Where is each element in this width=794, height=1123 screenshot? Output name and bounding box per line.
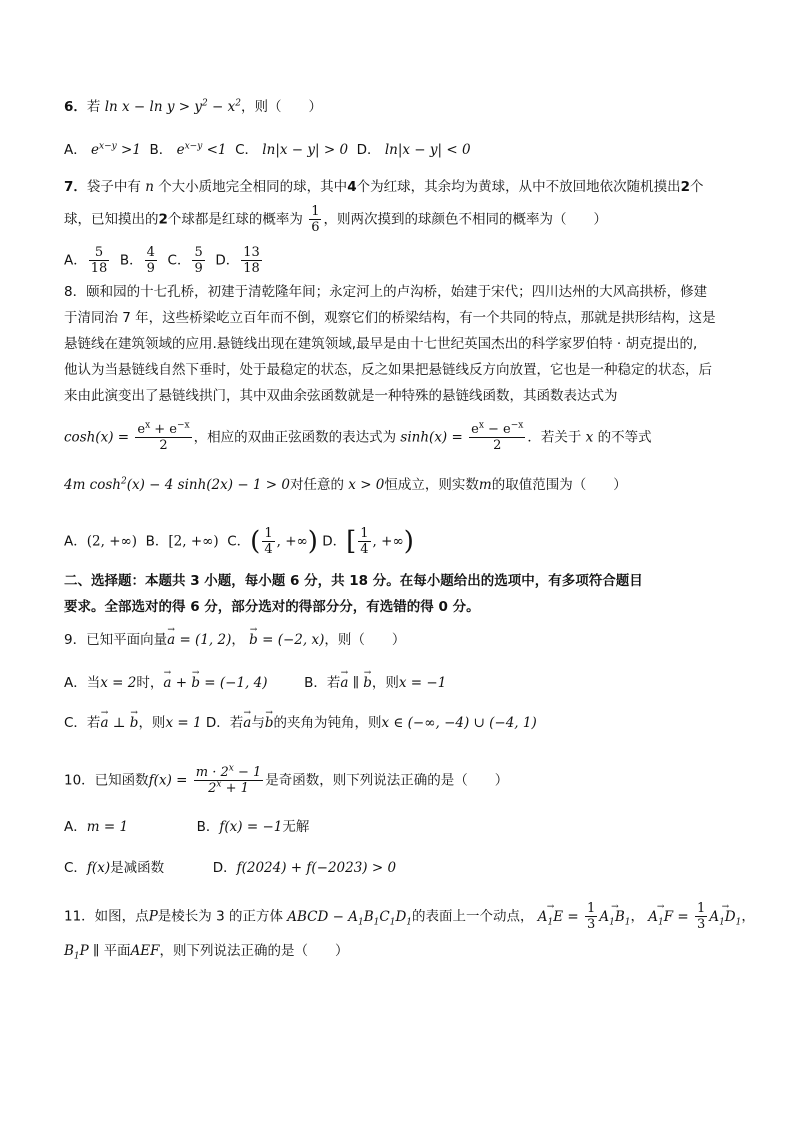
question-7-line2: 球，已知摸出的2个球都是红球的概率为 $\frac{1}{6}$ ，则两次摸到的球颜色不相同的概率为（ ） <box>64 204 607 235</box>
question-8-line2: 于清同治 7 年，这些桥梁屹立百年而不倒，观察它们的桥梁结构，有一个共同的特点，那就是拱形结构，这是 <box>64 310 716 326</box>
question-7-options: A． $\frac{5}{18}$ B． $\frac{4}{9}$ C． $\frac{5}{9}$ D． $\frac{13}{18}$ <box>64 245 260 276</box>
question-11-line2: $B_1P$ ∥ 平面AEF，则下列说法正确的是（ ） <box>64 943 349 962</box>
question-8-options: A．(2, +∞) B．[2, +∞) C．( $\frac{1}{4}$ , +∞) D．[ $\frac{1}{4}$ , +∞) <box>64 526 414 557</box>
question-10-options-cd: C．f(x)是减函数 D．f(2024) + f(−2023) > 0 <box>64 860 397 876</box>
question-8-line6: cosh(x) = $\frac{e^x + e^{-x}}{2}$ ，相应的双曲正弦函数的表达式为 sinh(x) = $\frac{e^x - e^{-x}}{2}$ ．若关于 x 的不等式 <box>64 420 652 453</box>
question-10-options-ab: A．m = 1 B．f(x) = −1无解 <box>64 819 310 835</box>
question-6: 6．若 $\ln x - \ln y > y^2 - x^2$，则（ ） <box>64 98 322 115</box>
question-8-line5: 来由此演变出了悬链线拱门，其中双曲余弦函数就是一种特殊的悬链线函数，其函数表达式为 <box>64 388 618 404</box>
question-8-line1: 8．颐和园的十七孔桥，初建于清乾隆年间；永定河上的卢沟桥，始建于宋代；四川达州的大风高拱桥，修建 <box>64 284 708 300</box>
section-2-heading-line2: 要求。全部选对的得 6 分，部分选对的得部分分，有选错的得 0 分。 <box>64 599 480 615</box>
question-8-line3: 悬链线在建筑领域的应用.悬链线出现在建筑领域,最早是由十七世纪英国杰出的科学家罗伯特 · 胡克提出的, <box>64 336 698 352</box>
question-6-options: A． $e^{x-y} >1$ B． $e^{x-y} <1$ C． ln|x − y| > 0 D． ln|x − y| < 0 <box>64 141 471 158</box>
question-9-options-ab: A．当x = 2时，→ a + → b = (−1, 4) B．若→ a ∥ → b，则x = −1 <box>64 672 446 694</box>
question-7-line1: 7．袋子中有 n 个大小质地完全相同的球，其中4个为红球，其余均为黄球，从中不放回地依次随机摸出2个 <box>64 179 704 195</box>
section-2-heading-line1: 二、选择题：本题共 3 小题，每小题 6 分，共 18 分。在每小题给出的选项中，有多项符合题目 <box>64 573 643 589</box>
question-8-line4: 他认为当悬链线自然下垂时，处于最稳定的状态，反之如果把悬链线反方向放置，它也是一种稳定的状态，后 <box>64 362 712 378</box>
question-11: 11．如图，点P是棱长为 3 的正方体 ABCD − $A_1B_1C_1D_1$的表面上一个动点， → $A_1E$ = $\frac{1}{3}$ → $A_1B_1$， → $A_1F$ = $\frac{1}{3}$ → $A_1D_1$， <box>64 901 755 932</box>
question-10: 10．已知函数f(x) = $\frac{m \cdot 2^x - 1}{2^x + 1}$ 是奇函数，则下列说法正确的是（ ） <box>64 763 509 796</box>
question-9-options-cd: C．若→ a ⊥ → b，则x = 1 D．若→ a与→ b的夹角为钝角，则x ∈ (−∞, −4) ∪ (−4, 1) <box>64 712 537 734</box>
question-8-line7: 4m $\cosh^2(x) - 4$ sinh(2x) − 1 > 0对任意的 x > 0恒成立，则实数m的取值范围为（ ） <box>64 476 627 493</box>
question-9: 9．已知平面向量→ a = (1, 2)， → b = (−2, x)，则（ ） <box>64 629 405 651</box>
